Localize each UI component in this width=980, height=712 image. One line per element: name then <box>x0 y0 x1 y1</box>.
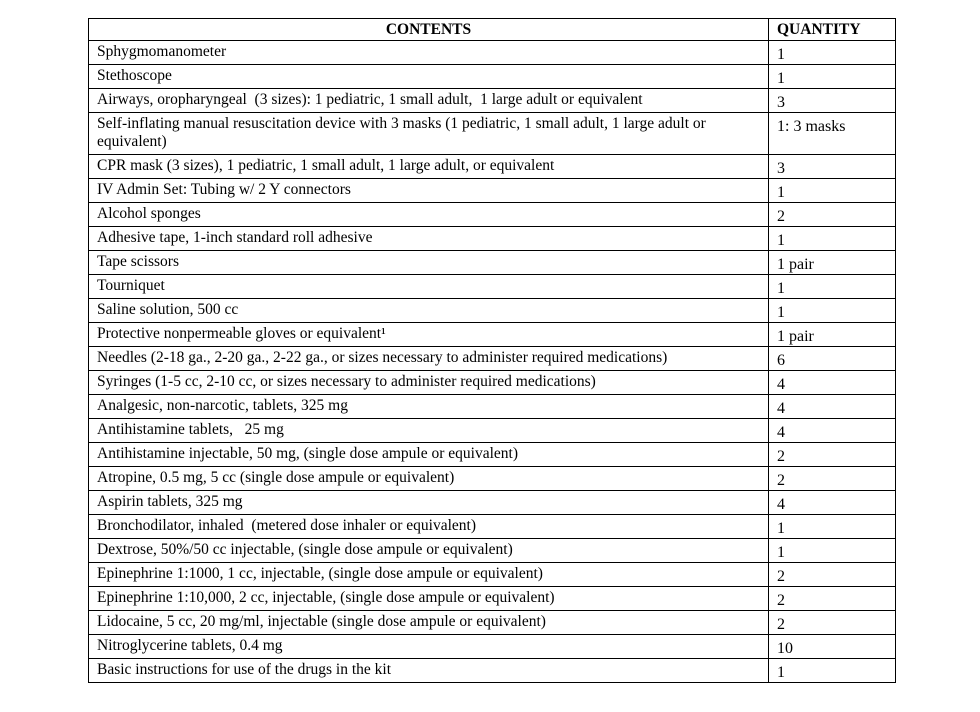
header-row <box>89 19 896 41</box>
quantity-column-header: QUANTITY <box>769 19 896 41</box>
contents-cell: Tape scissors <box>89 251 769 275</box>
quantity-cell: 1 <box>769 659 896 683</box>
table-body <box>89 41 896 683</box>
table-row <box>89 395 896 419</box>
table-row <box>89 89 896 113</box>
table-row <box>89 275 896 299</box>
quantity-cell: 1 pair <box>769 251 896 275</box>
contents-cell: Alcohol sponges <box>89 203 769 227</box>
quantity-cell: 4 <box>769 395 896 419</box>
contents-cell: Antihistamine injectable, 50 mg, (single dose ampule or equivalent) <box>89 443 769 467</box>
table-row <box>89 467 896 491</box>
quantity-cell: 6 <box>769 347 896 371</box>
contents-cell: Aspirin tablets, 325 mg <box>89 491 769 515</box>
table-row <box>89 179 896 203</box>
table-row <box>89 563 896 587</box>
contents-cell: Needles (2-18 ga., 2-20 ga., 2-22 ga., or sizes necessary to administer required medications) <box>89 347 769 371</box>
contents-cell: Saline solution, 500 cc <box>89 299 769 323</box>
contents-cell: Tourniquet <box>89 275 769 299</box>
quantity-cell: 1 pair <box>769 323 896 347</box>
table-row <box>89 635 896 659</box>
table-row <box>89 227 896 251</box>
table-row <box>89 65 896 89</box>
contents-cell: Antihistamine tablets, 25 mg <box>89 419 769 443</box>
quantity-cell: 1 <box>769 515 896 539</box>
contents-cell: Epinephrine 1:1000, 1 cc, injectable, (single dose ampule or equivalent) <box>89 563 769 587</box>
table-row <box>89 443 896 467</box>
table-row <box>89 491 896 515</box>
contents-cell: Dextrose, 50%/50 cc injectable, (single dose ampule or equivalent) <box>89 539 769 563</box>
quantity-cell: 1 <box>769 275 896 299</box>
contents-cell: Lidocaine, 5 cc, 20 mg/ml, injectable (single dose ampule or equivalent) <box>89 611 769 635</box>
contents-cell: CPR mask (3 sizes), 1 pediatric, 1 small adult, 1 large adult, or equivalent <box>89 155 769 179</box>
quantity-cell: 2 <box>769 587 896 611</box>
medical-kit-table-container <box>88 18 895 683</box>
quantity-cell: 4 <box>769 419 896 443</box>
medical-kit-contents-table <box>88 18 896 683</box>
quantity-cell: 10 <box>769 635 896 659</box>
table-row <box>89 155 896 179</box>
quantity-cell: 2 <box>769 563 896 587</box>
table-row <box>89 539 896 563</box>
table-row <box>89 611 896 635</box>
contents-cell: Bronchodilator, inhaled (metered dose inhaler or equivalent) <box>89 515 769 539</box>
contents-cell: Protective nonpermeable gloves or equivalent¹ <box>89 323 769 347</box>
quantity-cell: 1 <box>769 65 896 89</box>
quantity-cell: 1 <box>769 227 896 251</box>
contents-cell: Stethoscope <box>89 65 769 89</box>
table-row <box>89 203 896 227</box>
table-row <box>89 587 896 611</box>
quantity-cell: 2 <box>769 611 896 635</box>
contents-cell: Syringes (1-5 cc, 2-10 cc, or sizes necessary to administer required medications) <box>89 371 769 395</box>
table-row <box>89 113 896 155</box>
quantity-cell: 3 <box>769 89 896 113</box>
quantity-cell: 3 <box>769 155 896 179</box>
table-row <box>89 299 896 323</box>
quantity-cell: 1: 3 masks <box>769 113 896 155</box>
contents-cell: Airways, oropharyngeal (3 sizes): 1 pediatric, 1 small adult, 1 large adult or equivalent <box>89 89 769 113</box>
quantity-cell: 1 <box>769 179 896 203</box>
quantity-cell: 1 <box>769 299 896 323</box>
contents-cell: Atropine, 0.5 mg, 5 cc (single dose ampule or equivalent) <box>89 467 769 491</box>
contents-cell: Epinephrine 1:10,000, 2 cc, injectable, (single dose ampule or equivalent) <box>89 587 769 611</box>
table-row <box>89 419 896 443</box>
contents-cell: Basic instructions for use of the drugs in the kit <box>89 659 769 683</box>
table-row <box>89 659 896 683</box>
table-row <box>89 347 896 371</box>
contents-cell: IV Admin Set: Tubing w/ 2 Y connectors <box>89 179 769 203</box>
quantity-cell: 1 <box>769 41 896 65</box>
quantity-cell: 2 <box>769 443 896 467</box>
table-row <box>89 515 896 539</box>
contents-cell: Self-inflating manual resuscitation device with 3 masks (1 pediatric, 1 small adult, 1 large adult or equivalent) <box>89 113 769 155</box>
quantity-cell: 1 <box>769 539 896 563</box>
quantity-cell: 2 <box>769 203 896 227</box>
table-row <box>89 251 896 275</box>
table-row <box>89 323 896 347</box>
contents-cell: Analgesic, non-narcotic, tablets, 325 mg <box>89 395 769 419</box>
contents-cell: Adhesive tape, 1-inch standard roll adhesive <box>89 227 769 251</box>
table-row <box>89 371 896 395</box>
contents-cell: Nitroglycerine tablets, 0.4 mg <box>89 635 769 659</box>
quantity-cell: 4 <box>769 491 896 515</box>
contents-column-header: CONTENTS <box>89 19 769 41</box>
quantity-cell: 2 <box>769 467 896 491</box>
table-row <box>89 41 896 65</box>
quantity-cell: 4 <box>769 371 896 395</box>
contents-cell: Sphygmomanometer <box>89 41 769 65</box>
